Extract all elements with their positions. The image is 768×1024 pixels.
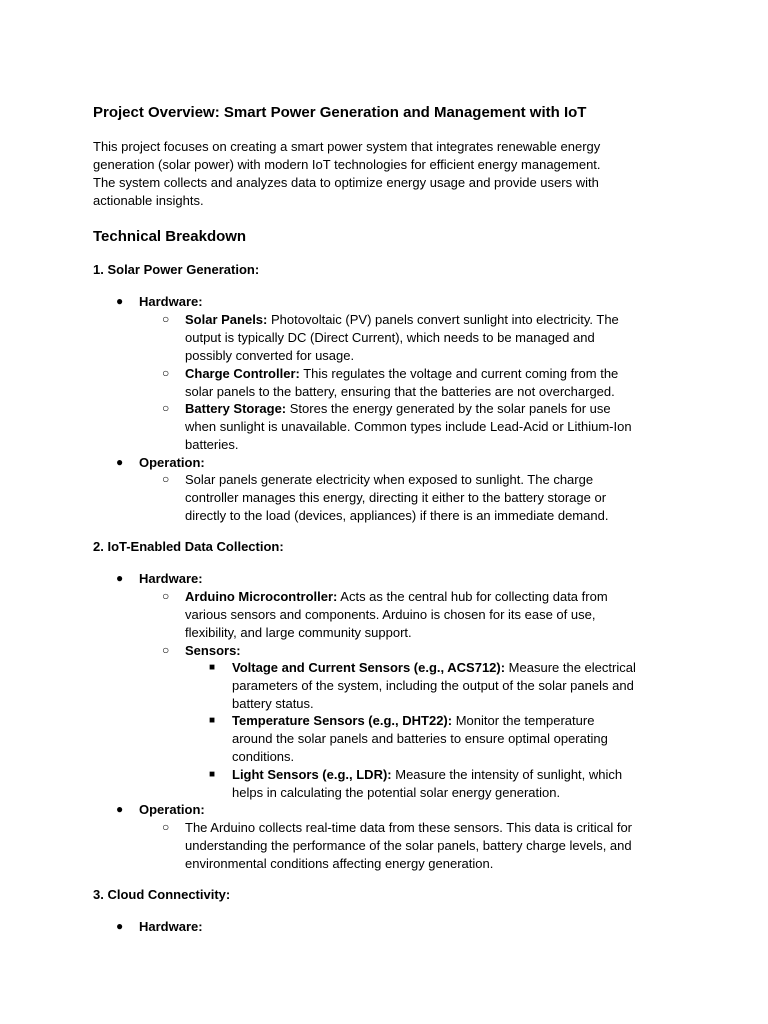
section-1-heading: 1. Solar Power Generation: <box>93 262 260 277</box>
bullet-marker: ● <box>116 802 124 816</box>
s1-cc-line-2: solar panels to the battery, ensuring that the batteries are not overcharged. <box>185 384 615 399</box>
circle-marker: ○ <box>162 589 170 603</box>
s2-temp-line-2: around the solar panels and batteries to ensure optimal operating <box>232 731 608 746</box>
s1-op-line-3: directly to the load (devices, appliances) if there is an immediate demand. <box>185 508 609 523</box>
s1-battery-line-3: batteries. <box>185 437 239 452</box>
page-title: Project Overview: Smart Power Generation and Management with IoT <box>93 104 587 121</box>
s1-panels-line-1: Solar Panels: Photovoltaic (PV) panels convert sunlight into electricity. The <box>185 312 619 327</box>
s1-battery-line-2: when sunlight is unavailable. Common types include Lead-Acid or Lithium-Ion <box>185 419 632 434</box>
s1-panels-line-2: output is typically DC (Direct Current), which needs to be managed and <box>185 330 595 345</box>
s1-operation-label: Operation: <box>139 455 205 470</box>
s1-hardware-label: Hardware: <box>139 294 203 309</box>
square-marker: ■ <box>209 769 216 780</box>
s2-vc-line-1: Voltage and Current Sensors (e.g., ACS712): Measure the electrical <box>232 660 636 675</box>
s2-temp-line-1: Temperature Sensors (e.g., DHT22): Monitor the temperature <box>232 713 595 728</box>
circle-marker: ○ <box>162 472 170 486</box>
s2-op-line-1: The Arduino collects real-time data from these sensors. This data is critical for <box>185 820 633 835</box>
bullet-marker: ● <box>116 919 124 933</box>
s2-sensors-label: Sensors: <box>185 643 241 658</box>
square-marker: ■ <box>209 715 216 726</box>
s1-panels-line-3: possibly converted for usage. <box>185 348 355 363</box>
circle-marker: ○ <box>162 401 170 415</box>
intro-line-3: The system collects and analyzes data to optimize energy usage and provide users with <box>93 175 599 190</box>
technical-breakdown-heading: Technical Breakdown <box>93 228 247 245</box>
circle-marker: ○ <box>162 820 170 834</box>
section-3-heading: 3. Cloud Connectivity: <box>93 887 231 902</box>
s2-arduino-line-3: flexibility, and large community support. <box>185 625 412 640</box>
s1-op-line-1: Solar panels generate electricity when exposed to sunlight. The charge <box>185 472 594 487</box>
s1-op-line-2: controller manages this energy, directing it either to the battery storage or <box>185 490 607 505</box>
intro-line-1: This project focuses on creating a smart power system that integrates renewable energy <box>93 139 601 154</box>
s2-op-line-3: environmental conditions affecting energy generation. <box>185 856 494 871</box>
intro-line-2: generation (solar power) with modern IoT technologies for efficient energy management. <box>93 157 601 172</box>
circle-marker: ○ <box>162 366 170 380</box>
s2-light-line-2: helps in calculating the potential solar energy generation. <box>232 785 561 800</box>
s1-cc-line-1: Charge Controller: This regulates the voltage and current coming from the <box>185 366 619 381</box>
s2-temp-line-3: conditions. <box>232 749 295 764</box>
s2-operation-label: Operation: <box>139 802 205 817</box>
s2-vc-line-2: parameters of the system, including the output of the solar panels and <box>232 678 634 693</box>
intro-line-4: actionable insights. <box>93 193 204 208</box>
circle-marker: ○ <box>162 312 170 326</box>
square-marker: ■ <box>209 662 216 673</box>
s2-vc-line-3: battery status. <box>232 696 314 711</box>
section-2-heading: 2. IoT-Enabled Data Collection: <box>93 539 284 554</box>
bullet-marker: ● <box>116 294 124 308</box>
s2-op-line-2: understanding the performance of the solar panels, battery charge levels, and <box>185 838 632 853</box>
s2-arduino-line-1: Arduino Microcontroller: Acts as the central hub for collecting data from <box>185 589 608 604</box>
s2-hardware-label: Hardware: <box>139 571 203 586</box>
s2-arduino-line-2: various sensors and components. Arduino is chosen for its ease of use, <box>185 607 596 622</box>
s2-light-line-1: Light Sensors (e.g., LDR): Measure the intensity of sunlight, which <box>232 767 623 782</box>
circle-marker: ○ <box>162 643 170 657</box>
bullet-marker: ● <box>116 455 124 469</box>
bullet-marker: ● <box>116 571 124 585</box>
s1-battery-line-1: Battery Storage: Stores the energy generated by the solar panels for use <box>185 401 611 416</box>
s3-hardware-label: Hardware: <box>139 919 203 934</box>
